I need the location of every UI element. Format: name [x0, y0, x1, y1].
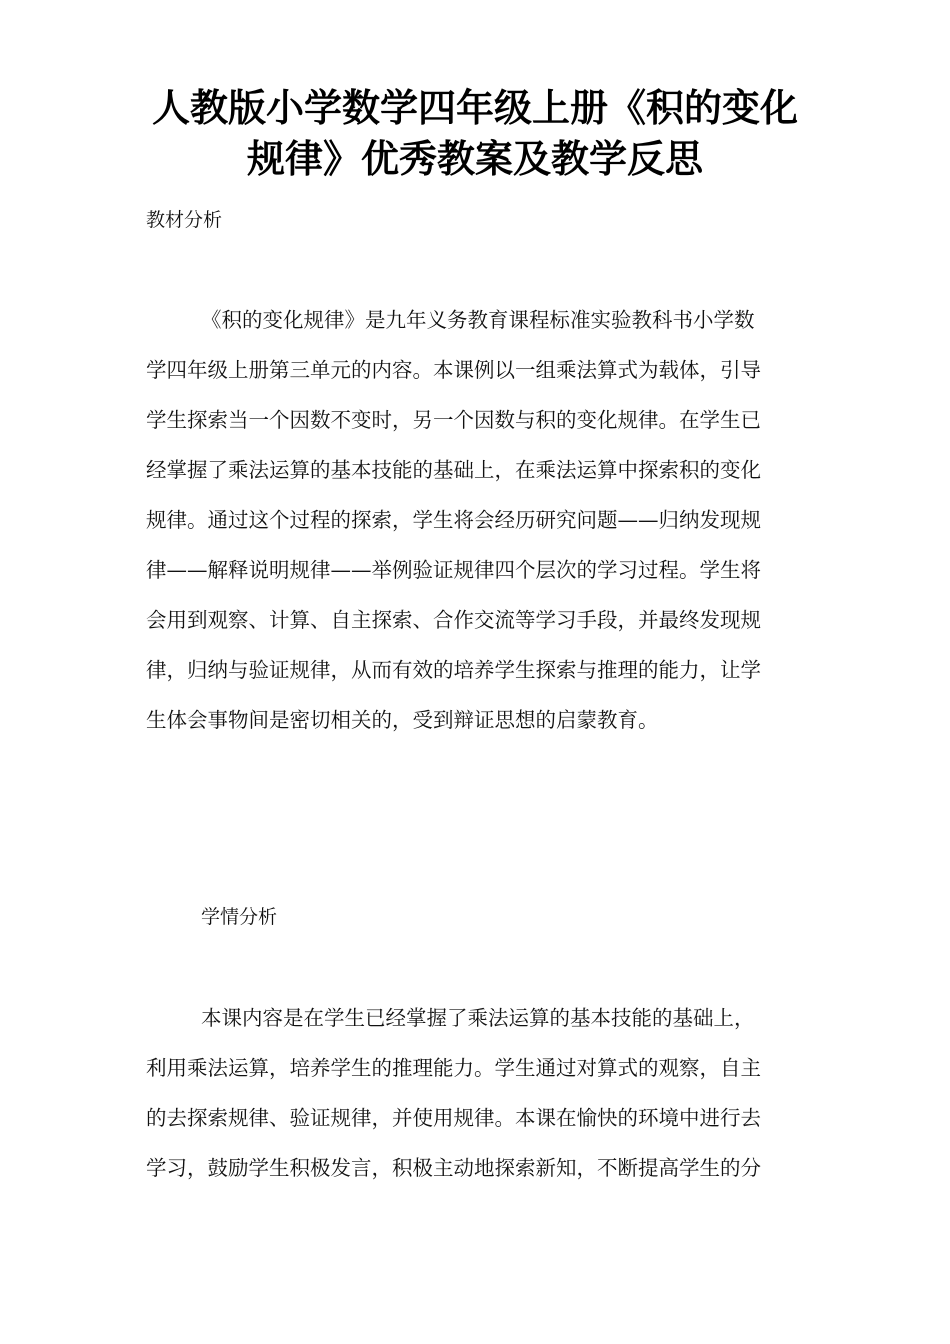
paragraph-line: 利用乘法运算，培养学生的推理能力。学生通过对算式的观察，自主 — [146, 1056, 761, 1080]
paragraph-line: 规律。通过这个过程的探索，学生将会经历研究问题——归纳发现规 — [146, 508, 761, 532]
paragraph-line: 学四年级上册第三单元的内容。本课例以一组乘法算式为载体，引导 — [146, 358, 761, 382]
paragraph-line: 《积的变化规律》是九年义务教育课程标准实验教科书小学数 — [201, 308, 755, 332]
paragraph-line: 本课内容是在学生已经掌握了乘法运算的基本技能的基础上， — [201, 1006, 755, 1030]
paragraph-line: 的去探索规律、验证规律，并使用规律。本课在愉快的环境中进行去 — [146, 1106, 761, 1130]
paragraph-line: 生体会事物间是密切相关的，受到辩证思想的启蒙教育。 — [146, 708, 659, 732]
document-title-line-2: 规律》优秀教案及教学反思 — [246, 136, 703, 181]
section-heading-materials: 教材分析 — [146, 209, 223, 231]
section-heading-students: 学情分析 — [201, 906, 278, 928]
paragraph-line: 经掌握了乘法运算的基本技能的基础上，在乘法运算中探索积的变化 — [146, 458, 761, 482]
document-title-line-1: 人教版小学数学四年级上册《积的变化 — [151, 85, 798, 130]
paragraph-line: 律，归纳与验证规律，从而有效的培养学生探索与推理的能力，让学 — [146, 658, 761, 682]
paragraph-line: 律——解释说明规律——举例验证规律四个层次的学习过程。学生将 — [146, 558, 761, 582]
paragraph-line: 会用到观察、计算、自主探索、合作交流等学习手段，并最终发现规 — [146, 608, 761, 632]
paragraph-line: 学生探索当一个因数不变时，另一个因数与积的变化规律。在学生已 — [146, 408, 761, 432]
paragraph-line: 学习，鼓励学生积极发言，积极主动地探索新知，不断提高学生的分 — [146, 1156, 761, 1180]
